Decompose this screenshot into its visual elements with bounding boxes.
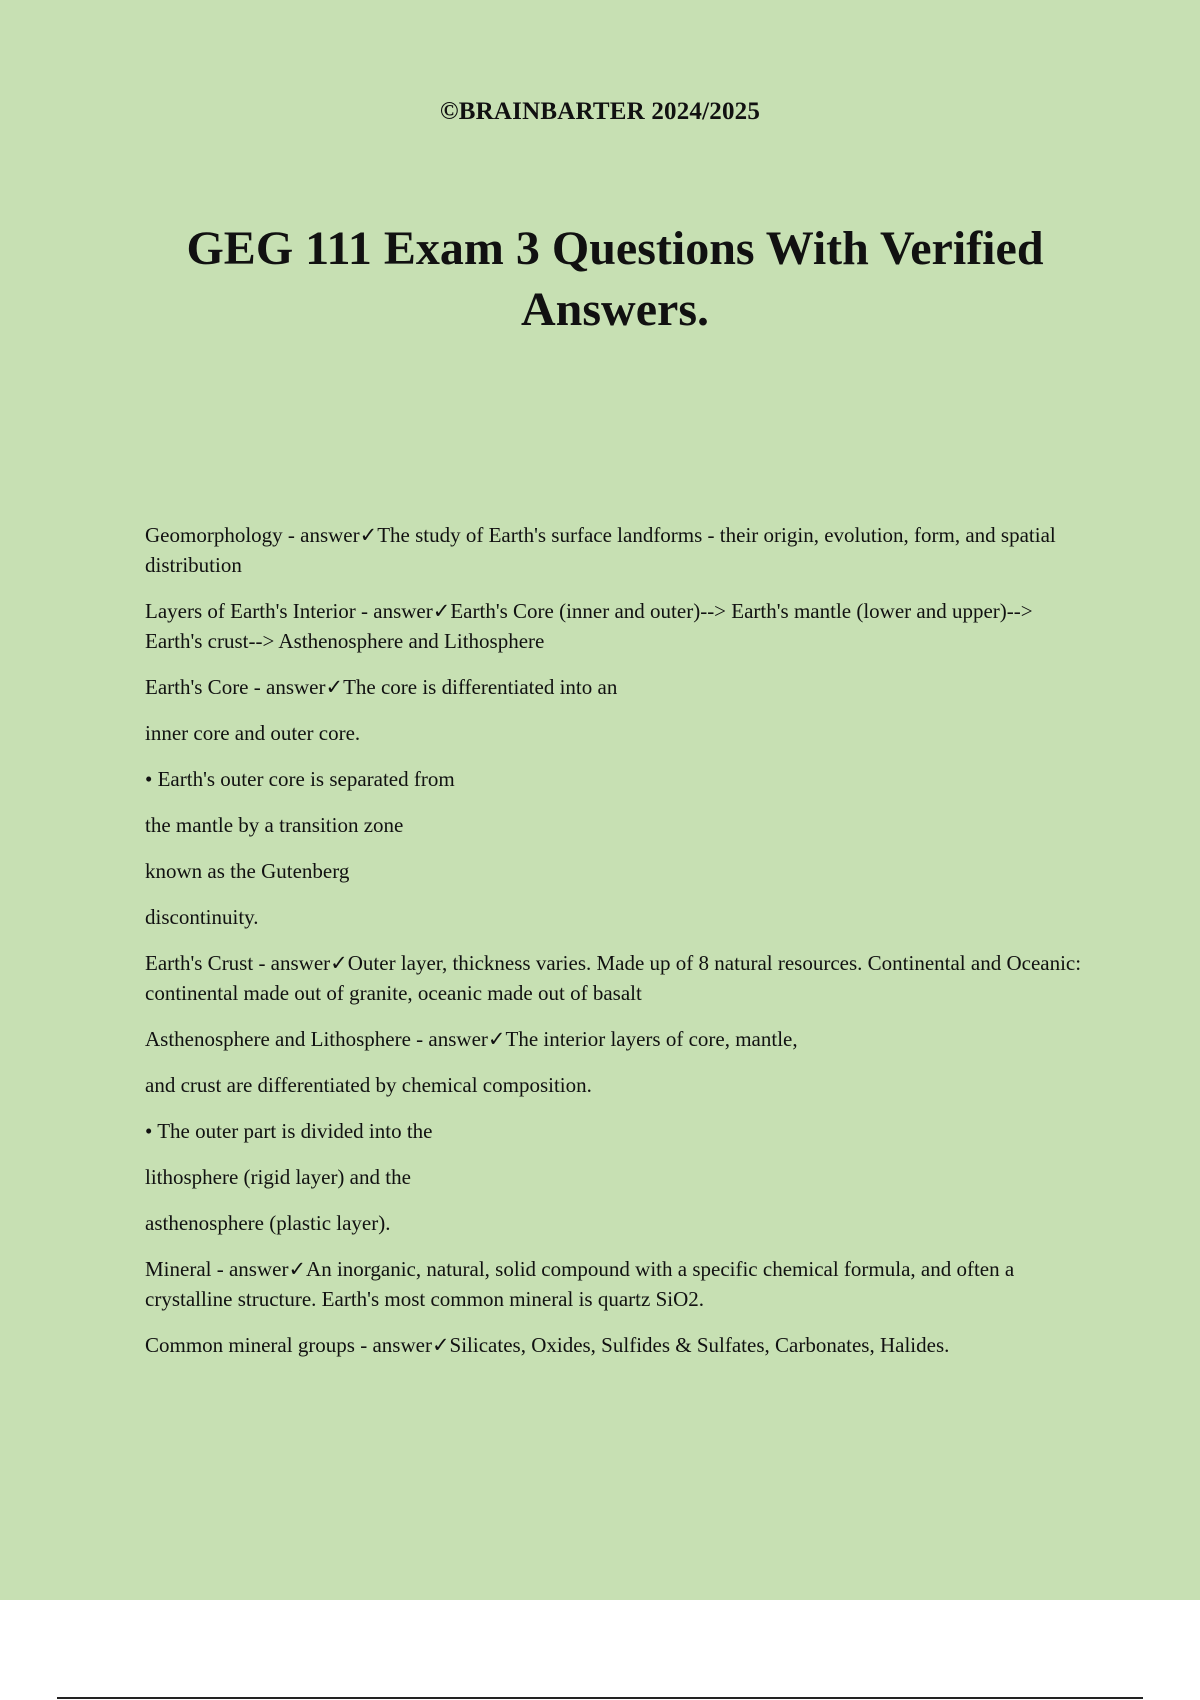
qa-line: lithosphere (rigid layer) and the <box>145 1165 411 1189</box>
qa-line: asthenosphere (plastic layer). <box>145 1211 391 1235</box>
qa-line: • The outer part is divided into the <box>145 1119 433 1143</box>
qa-entry-geomorphology: Geomorphology - answer✓The study of Earth's surface landforms - their origin, evolution, form, and spatial distribution <box>145 523 1056 577</box>
copyright-header: ©BRAINBARTER 2024/2025 <box>439 98 761 125</box>
qa-entry-asthenosphere <box>145 1024 1095 1238</box>
qa-line: • Earth's outer core is separated from <box>145 767 455 791</box>
qa-entry-mineral: Mineral - answer✓An inorganic, natural, solid compound with a specific chemical formula, and often a crystalline structure. Earth's most common mineral is quartz SiO2. <box>145 1257 1015 1311</box>
qa-line: Earth's Core - answer✓The core is differentiated into an <box>145 675 618 699</box>
document-title: GEG 111 Exam 3 Questions With Verified Answers. <box>186 222 1044 336</box>
qa-line: inner core and outer core. <box>145 721 361 745</box>
qa-line: known as the Gutenberg <box>145 859 350 883</box>
qa-content <box>145 520 1095 1376</box>
qa-entry-mineral-groups: Common mineral groups - answer✓Silicates, Oxides, Sulfides & Sulfates, Carbonates, Halides. <box>145 1333 950 1357</box>
qa-line: Asthenosphere and Lithosphere - answer✓The interior layers of core, mantle, <box>145 1027 798 1051</box>
qa-line: discontinuity. <box>145 905 259 929</box>
footer-divider <box>57 1697 1143 1699</box>
qa-entry-earths-crust: Earth's Crust - answer✓Outer layer, thickness varies. Made up of 8 natural resources. Continental and Oceanic: continental made out of granite, oceanic made out of basalt <box>145 951 1082 1005</box>
qa-entry-layers: Layers of Earth's Interior - answer✓Earth's Core (inner and outer)--> Earth's mantle (lower and upper)--> Earth's crust--> Asthenosphere and Lithosphere <box>145 599 1033 653</box>
qa-entry-earths-core <box>145 672 1095 932</box>
qa-line: the mantle by a transition zone <box>145 813 404 837</box>
qa-line: and crust are differentiated by chemical composition. <box>145 1073 592 1097</box>
